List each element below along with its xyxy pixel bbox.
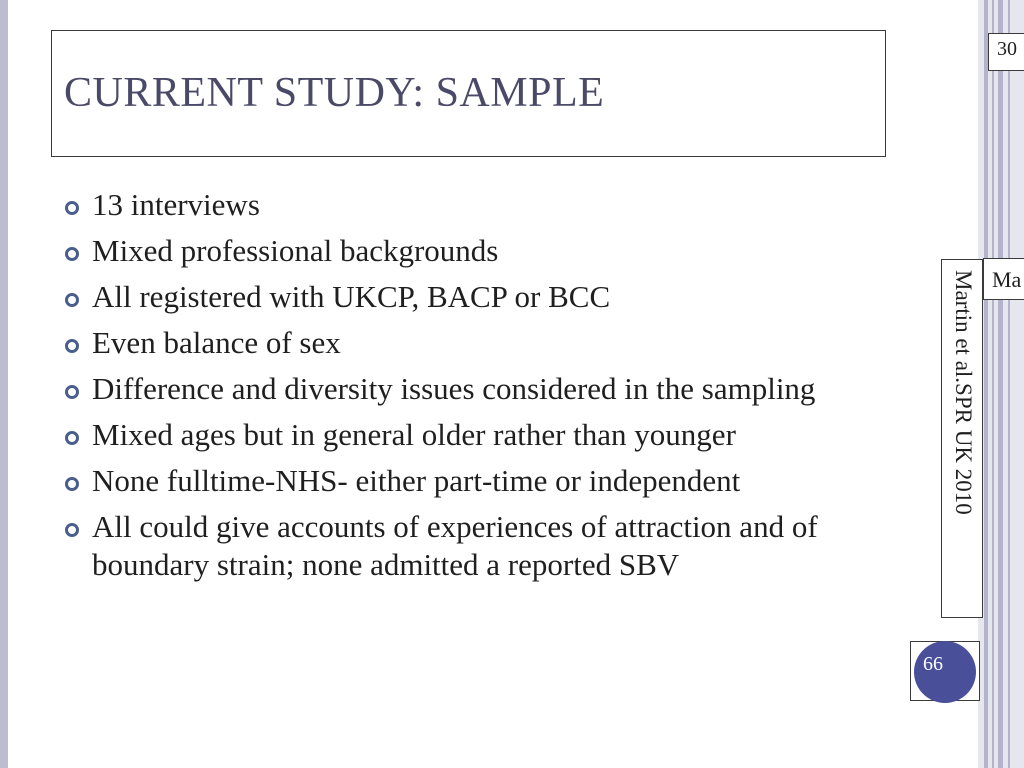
citation-text: Martin et al.SPR UK 2010 bbox=[951, 270, 976, 515]
bullet-text: Mixed professional backgrounds bbox=[92, 233, 499, 268]
bullet-item bbox=[62, 324, 872, 362]
bullet-circle-icon bbox=[65, 385, 79, 399]
bullet-text: All could give accounts of experiences of attraction and of boundary strain; none admitted a reported SBV bbox=[92, 509, 818, 582]
bullet-text: All registered with UKCP, BACP or BCC bbox=[92, 279, 611, 314]
right-stripe bbox=[1008, 0, 1010, 768]
page-badge-box bbox=[910, 641, 980, 701]
bullet-text: Even balance of sex bbox=[92, 325, 341, 360]
bullet-circle-icon bbox=[65, 293, 79, 307]
bullet-item bbox=[62, 186, 872, 224]
bullet-text: Mixed ages but in general older rather than younger bbox=[92, 417, 736, 452]
title-box bbox=[51, 30, 886, 157]
bullet-item bbox=[62, 416, 872, 454]
bullet-list bbox=[62, 186, 872, 592]
author-clip: Ma bbox=[992, 267, 1022, 292]
slide-title: CURRENT STUDY: SAMPLE bbox=[64, 70, 605, 116]
bullet-circle-icon bbox=[65, 247, 79, 261]
right-stripe bbox=[984, 0, 988, 768]
bullet-text: Difference and diversity issues considered in the sampling bbox=[92, 371, 816, 406]
right-stripe bbox=[998, 0, 1003, 768]
bullet-item bbox=[62, 232, 872, 270]
left-decoration-bar bbox=[0, 0, 8, 768]
bullet-circle-icon bbox=[65, 477, 79, 491]
bullet-item bbox=[62, 508, 872, 584]
page-badge-number: 66 bbox=[923, 653, 943, 675]
bullet-text: 13 interviews bbox=[92, 187, 260, 222]
citation-box bbox=[941, 259, 983, 618]
right-decoration-bars bbox=[978, 0, 1024, 768]
bullet-circle-icon bbox=[65, 339, 79, 353]
right-stripe bbox=[992, 0, 994, 768]
bullet-circle-icon bbox=[65, 431, 79, 445]
slide-number: 30 bbox=[997, 38, 1017, 60]
bullet-text: None fulltime-NHS- either part-time or independent bbox=[92, 463, 741, 498]
bullet-item bbox=[62, 462, 872, 500]
bullet-circle-icon bbox=[65, 201, 79, 215]
slide-number-box bbox=[988, 33, 1024, 71]
bullet-item bbox=[62, 278, 872, 316]
bullet-circle-icon bbox=[65, 523, 79, 537]
author-clip-box bbox=[983, 258, 1024, 300]
bullet-item bbox=[62, 370, 872, 408]
